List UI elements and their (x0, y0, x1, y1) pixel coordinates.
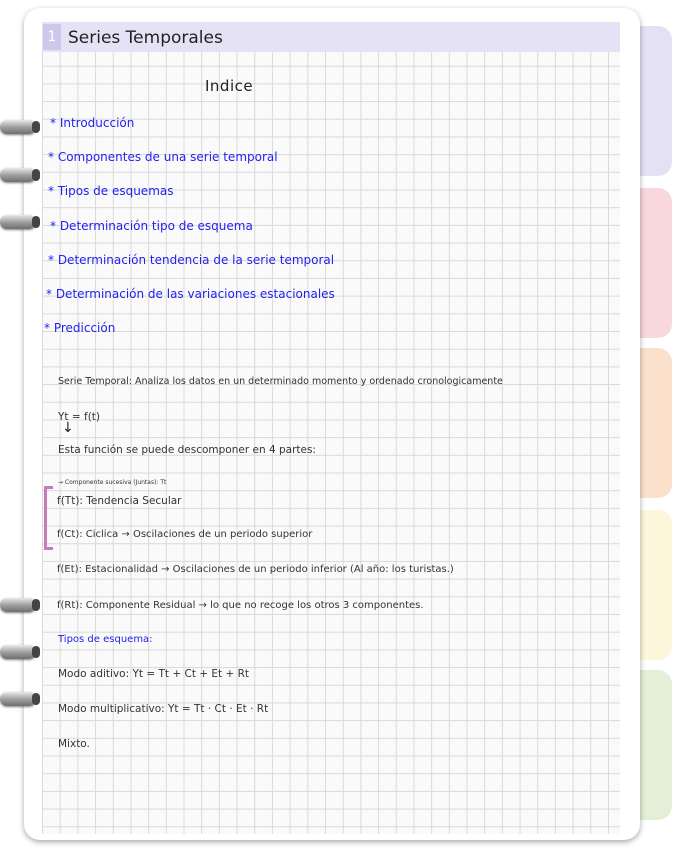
index-title: Indice (205, 77, 254, 95)
binder-ring-icon (0, 215, 36, 229)
index-item: * Predicción (44, 321, 116, 335)
definition-text: Serie Temporal: Analiza los datos en un determinado momento y ordenado cronologicamente (58, 376, 503, 387)
bracket-mark (44, 486, 53, 550)
binder-ring-icon (0, 598, 36, 612)
tendencia-text: f(Tt): Tendencia Secular (57, 495, 182, 507)
binder-ring-icon (0, 645, 36, 659)
estacional-text: f(Et): Estacionalidad → Oscilaciones de un periodo inferior (Al año: los turistas.) (57, 564, 454, 575)
page-title: Series Temporales (68, 28, 223, 48)
formula-text: Yt = f(t) (58, 411, 101, 423)
index-item: * Introducción (50, 116, 135, 130)
index-item: * Determinación tendencia de la serie temporal (48, 253, 335, 267)
index-item: * Tipos de esquemas (48, 184, 174, 198)
binder-ring-icon (0, 168, 36, 182)
grid-background (42, 48, 620, 834)
binder-ring-icon (0, 120, 36, 134)
page-number: 1 (43, 24, 61, 50)
mixto-text: Mixto. (58, 738, 90, 750)
arrow-down-icon: ↓ (62, 420, 74, 436)
annotation-text: → Componente sucesiva (Juntas): Tt (58, 479, 167, 486)
binder-ring-icon (0, 692, 36, 706)
multiplicativo-text: Modo multiplicativo: Yt = Tt · Ct · Et · Rt (58, 703, 269, 715)
aditivo-text: Modo aditivo: Yt = Tt + Ct + Et + Rt (58, 668, 250, 680)
index-item: * Determinación de las variaciones estacionales (46, 287, 335, 301)
tipos-heading: Tipos de esquema: (58, 634, 153, 645)
notebook-page (24, 8, 640, 840)
ciclica-text: f(Ct): Ciclica → Oscilaciones de un periodo superior (57, 529, 313, 540)
index-item: * Componentes de una serie temporal (48, 150, 278, 164)
index-item: * Determinación tipo de esquema (50, 219, 253, 233)
decompose-text: Esta función se puede descomponer en 4 partes: (58, 444, 316, 456)
residual-text: f(Rt): Componente Residual → lo que no recoge los otros 3 componentes. (57, 600, 424, 611)
